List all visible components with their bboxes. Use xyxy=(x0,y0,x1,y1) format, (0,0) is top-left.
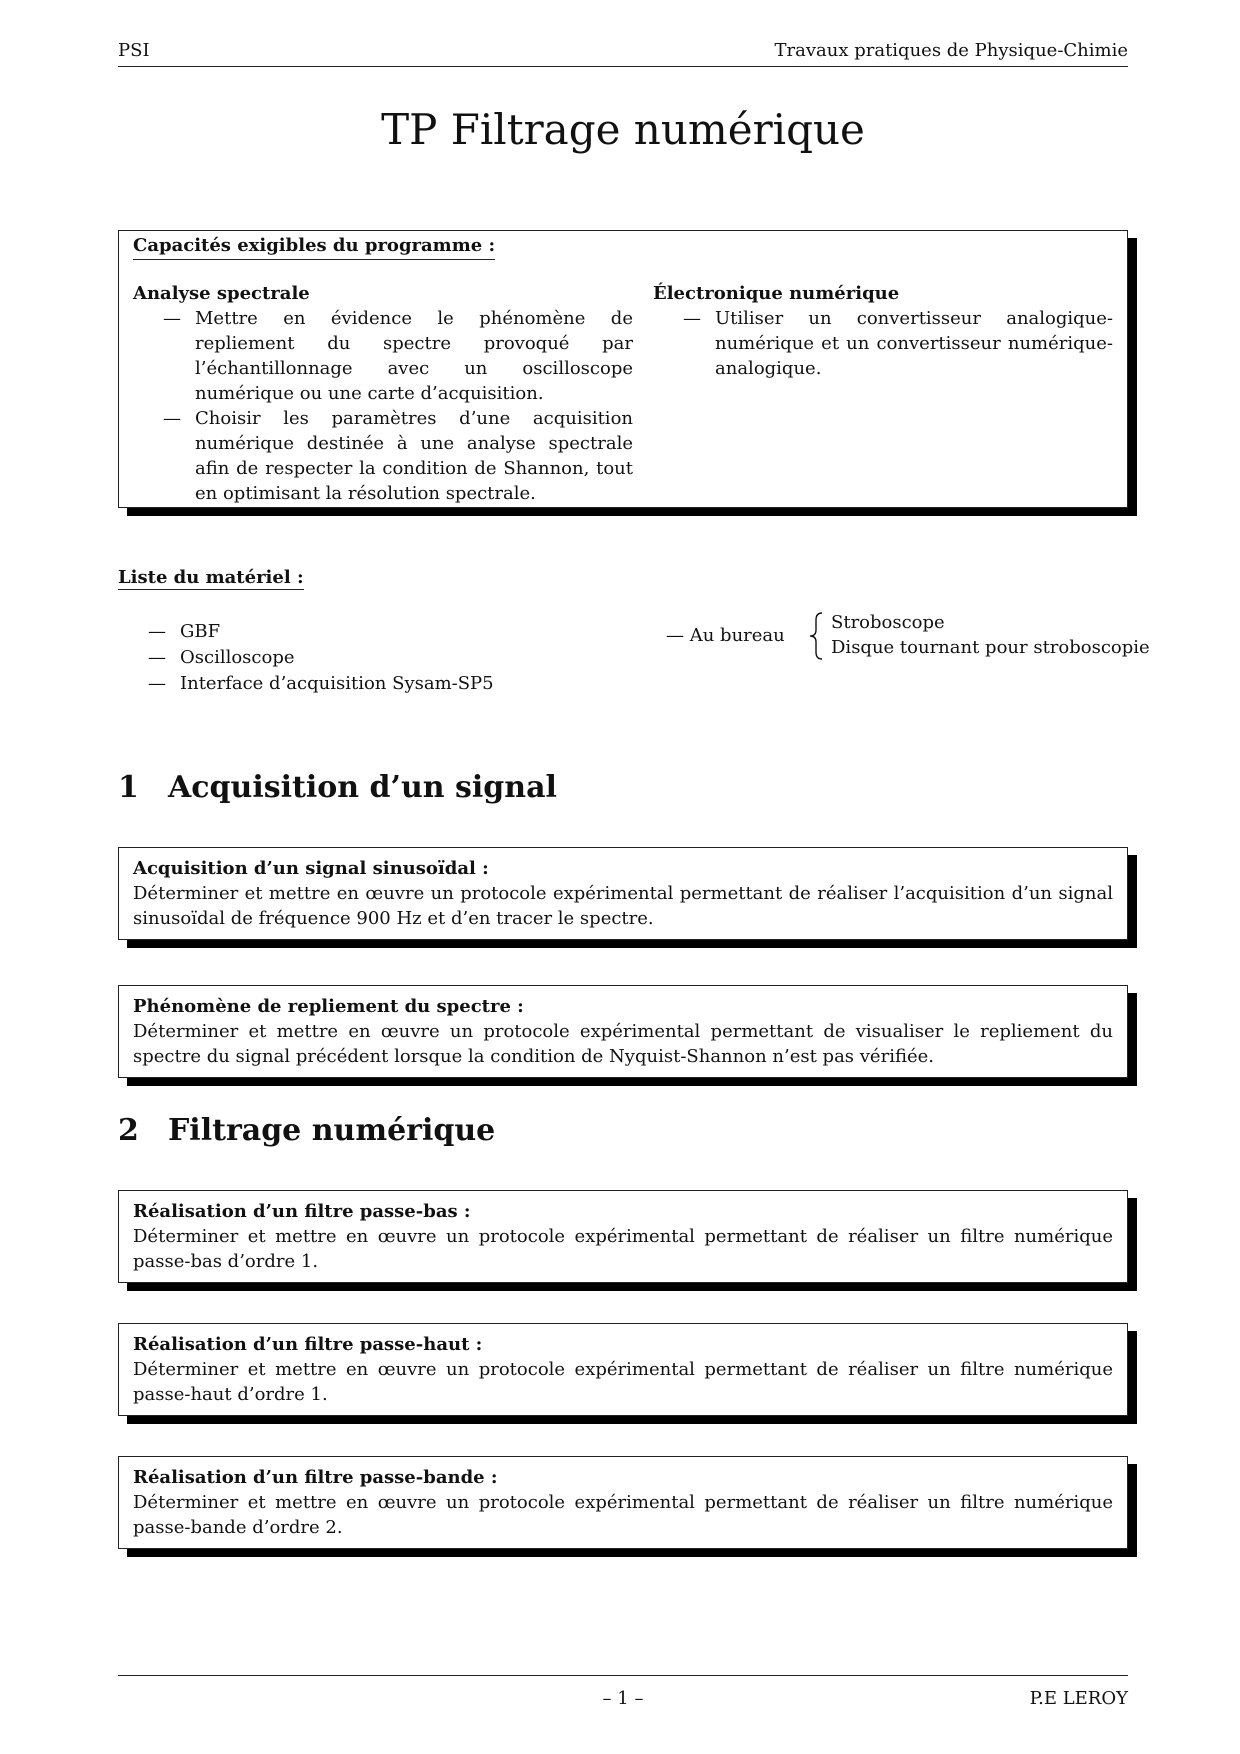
task-title: Réalisation d’un filtre passe-haut : xyxy=(133,1334,483,1355)
materiel-item: — Oscilloscope xyxy=(118,645,598,671)
footer-author: P.E LEROY xyxy=(1029,1688,1128,1709)
task-title: Acquisition d’un signal sinusoïdal : xyxy=(133,858,489,879)
task-text: Déterminer et mettre en œuvre un protocole expérimental permettant de réaliser un filtre numérique passe-haut d’ordre 1. xyxy=(133,1359,1113,1405)
bureau-item: Disque tournant pour stroboscopie xyxy=(831,637,1150,658)
document-page xyxy=(118,0,1150,1754)
task-box xyxy=(118,1456,1128,1549)
bureau-items xyxy=(831,610,1150,660)
capacites-box xyxy=(118,230,1128,508)
section-number: 2 xyxy=(118,1113,139,1148)
materiel-item: — GBF xyxy=(118,619,598,645)
section-heading xyxy=(118,770,557,805)
task-text: Déterminer et mettre en œuvre un protocole expérimental permettant de visualiser le repliement du spectre du signal précédent lorsque la condition de Nyquist-Shannon n’est pas vérifiée. xyxy=(133,1021,1113,1067)
capacite-item: — Mettre en évidence le phénomène de repliement du spectre provoqué par l’échantillonnage avec un oscilloscope numérique ou une carte d’acquisition. xyxy=(133,306,633,406)
task-box xyxy=(118,985,1128,1078)
page-number: – 1 – xyxy=(602,1688,644,1709)
electronique-numerique-title: Électronique numérique xyxy=(653,283,900,304)
analyse-spectrale-title: Analyse spectrale xyxy=(133,283,310,304)
section-heading xyxy=(118,1113,495,1148)
capacites-heading: Capacités exigibles du programme : xyxy=(133,233,495,260)
bureau-label: — Au bureau xyxy=(666,623,785,648)
header-left: PSI xyxy=(118,40,150,61)
task-text: Déterminer et mettre en œuvre un protocole expérimental permettant de réaliser un filtre numérique passe-bande d’ordre 2. xyxy=(133,1492,1113,1538)
capacites-left-column xyxy=(133,281,633,506)
capacite-item: — Utiliser un convertisseur analogique-numérique et un convertisseur numérique-analogique. xyxy=(653,306,1113,381)
header-right: Travaux pratiques de Physique-Chimie xyxy=(774,40,1128,61)
task-text: Déterminer et mettre en œuvre un protocole expérimental permettant de réaliser un filtre numérique passe-bas d’ordre 1. xyxy=(133,1226,1113,1272)
task-box xyxy=(118,1323,1128,1416)
page-footer xyxy=(118,1675,1128,1709)
materiel-item: — Interface d’acquisition Sysam-SP5 xyxy=(118,671,598,697)
task-box xyxy=(118,847,1128,940)
task-title: Réalisation d’un filtre passe-bande : xyxy=(133,1467,498,1488)
bureau-item: Stroboscope xyxy=(831,612,945,633)
capacite-item: — Choisir les paramètres d’une acquisition numérique destinée à une analyse spectrale afin de respecter la condition de Shannon, tout en optimisant la résolution spectrale. xyxy=(133,406,633,506)
section-title: Filtrage numérique xyxy=(168,1113,496,1148)
materiel-heading: Liste du matériel : xyxy=(118,567,304,588)
task-title: Réalisation d’un filtre passe-bas : xyxy=(133,1201,471,1222)
task-text: Déterminer et mettre en œuvre un protocole expérimental permettant de réaliser l’acquisition d’un signal sinusoïdal de fréquence 900 Hz et d’en tracer le spectre. xyxy=(133,883,1113,929)
materiel-list xyxy=(118,619,598,697)
task-box xyxy=(118,1190,1128,1283)
section-number: 1 xyxy=(118,770,139,805)
document-title: TP Filtrage numérique xyxy=(381,105,865,154)
page-header xyxy=(118,40,1128,67)
section-title: Acquisition d’un signal xyxy=(168,770,557,805)
capacites-right-column xyxy=(653,281,1113,381)
curly-brace-icon xyxy=(808,612,824,660)
task-title: Phénomène de repliement du spectre : xyxy=(133,996,524,1017)
